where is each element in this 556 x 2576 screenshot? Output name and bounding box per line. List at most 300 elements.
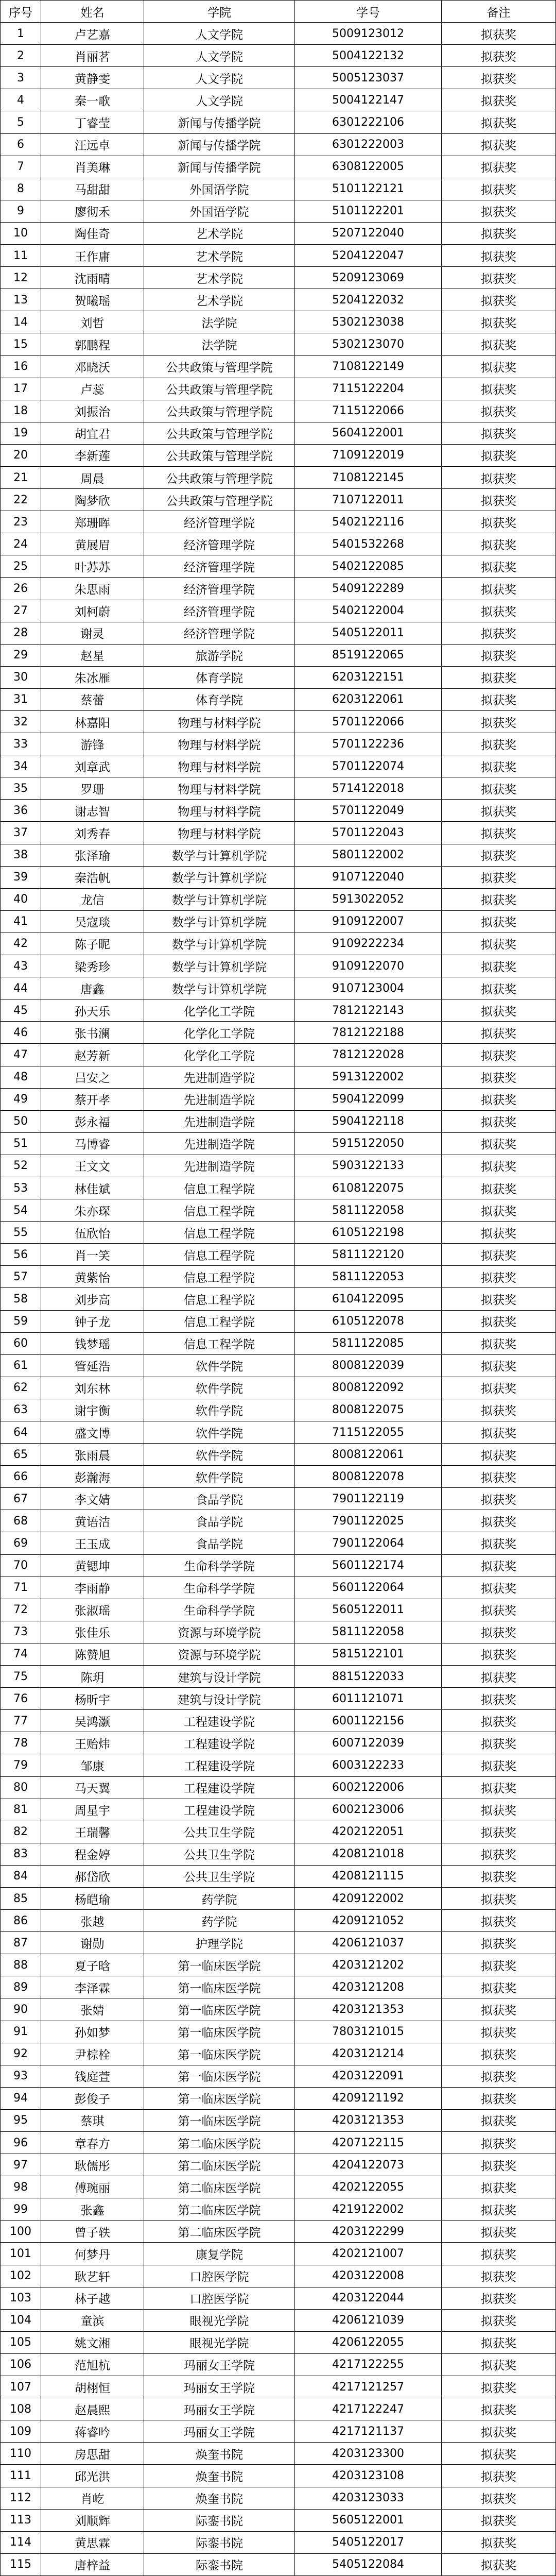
cell-index: 84 bbox=[1, 1865, 41, 1887]
cell-student-id: 4217122247 bbox=[295, 2398, 442, 2420]
cell-index: 2 bbox=[1, 45, 41, 67]
cell-remark: 拟获奖 bbox=[442, 999, 556, 1022]
cell-student-id: 7115122066 bbox=[295, 400, 442, 422]
cell-index: 55 bbox=[1, 1222, 41, 1244]
cell-college: 食品学院 bbox=[144, 1532, 295, 1554]
cell-remark: 拟获奖 bbox=[442, 2487, 556, 2509]
cell-remark: 拟获奖 bbox=[442, 600, 556, 622]
cell-student-id: 7901122064 bbox=[295, 1532, 442, 1554]
table-row bbox=[1, 644, 556, 666]
cell-index: 57 bbox=[1, 1266, 41, 1288]
table-row bbox=[1, 1244, 556, 1266]
table-row bbox=[1, 711, 556, 733]
cell-name: 黄紫怡 bbox=[41, 1266, 144, 1288]
cell-name: 刘顺辉 bbox=[41, 2509, 144, 2531]
table-row bbox=[1, 511, 556, 533]
cell-college: 康复学院 bbox=[144, 2243, 295, 2265]
cell-college: 人文学院 bbox=[144, 67, 295, 89]
cell-remark: 拟获奖 bbox=[442, 844, 556, 866]
cell-name: 刘步高 bbox=[41, 1288, 144, 1310]
cell-name: 管延浩 bbox=[41, 1354, 144, 1377]
cell-college: 体育学院 bbox=[144, 688, 295, 710]
table-row bbox=[1, 2198, 556, 2221]
cell-student-id: 5405122017 bbox=[295, 2531, 442, 2553]
cell-name: 赵星 bbox=[41, 644, 144, 666]
table-row bbox=[1, 866, 556, 888]
cell-remark: 拟获奖 bbox=[442, 1621, 556, 1643]
cell-remark: 拟获奖 bbox=[442, 578, 556, 600]
cell-remark: 拟获奖 bbox=[442, 400, 556, 422]
cell-college: 公共卫生学院 bbox=[144, 1821, 295, 1843]
cell-index: 91 bbox=[1, 2021, 41, 2043]
table-row bbox=[1, 1488, 556, 1510]
table-row bbox=[1, 999, 556, 1022]
cell-college: 资源与环境学院 bbox=[144, 1621, 295, 1643]
cell-name: 范旭杭 bbox=[41, 2353, 144, 2376]
table-row bbox=[1, 1932, 556, 1954]
cell-remark: 拟获奖 bbox=[442, 1932, 556, 1954]
cell-remark: 拟获奖 bbox=[442, 2221, 556, 2243]
cell-index: 18 bbox=[1, 400, 41, 422]
cell-student-id: 5302123038 bbox=[295, 311, 442, 333]
cell-remark: 拟获奖 bbox=[442, 2553, 556, 2575]
cell-student-id: 6104122095 bbox=[295, 1288, 442, 1310]
cell-remark: 拟获奖 bbox=[442, 910, 556, 933]
cell-name: 张雨晨 bbox=[41, 1444, 144, 1466]
cell-college: 旅游学院 bbox=[144, 644, 295, 666]
cell-college: 先进制造学院 bbox=[144, 1066, 295, 1088]
cell-student-id: 5401532268 bbox=[295, 533, 442, 555]
cell-student-id: 4207122115 bbox=[295, 2132, 442, 2154]
cell-remark: 拟获奖 bbox=[442, 1799, 556, 1821]
cell-name: 吕安之 bbox=[41, 1066, 144, 1088]
cell-remark: 拟获奖 bbox=[442, 133, 556, 156]
cell-student-id: 5101122121 bbox=[295, 178, 442, 200]
cell-college: 新闻与传播学院 bbox=[144, 111, 295, 133]
cell-name: 傅琬丽 bbox=[41, 2176, 144, 2198]
cell-index: 96 bbox=[1, 2132, 41, 2154]
cell-index: 43 bbox=[1, 955, 41, 977]
cell-index: 114 bbox=[1, 2531, 41, 2553]
table-row bbox=[1, 1066, 556, 1088]
cell-college: 经济管理学院 bbox=[144, 511, 295, 533]
table-row bbox=[1, 1332, 556, 1354]
cell-remark: 拟获奖 bbox=[442, 644, 556, 666]
cell-college: 公共政策与管理学院 bbox=[144, 489, 295, 511]
cell-college: 信息工程学院 bbox=[144, 1199, 295, 1222]
cell-college: 际銮书院 bbox=[144, 2553, 295, 2575]
cell-college: 人文学院 bbox=[144, 45, 295, 67]
cell-index: 108 bbox=[1, 2398, 41, 2420]
cell-index: 85 bbox=[1, 1887, 41, 1909]
cell-student-id: 5409122289 bbox=[295, 578, 442, 600]
cell-remark: 拟获奖 bbox=[442, 267, 556, 289]
table-row bbox=[1, 2265, 556, 2287]
cell-student-id: 5601122064 bbox=[295, 1577, 442, 1599]
table-row bbox=[1, 2243, 556, 2265]
cell-student-id: 5913122002 bbox=[295, 1066, 442, 1088]
cell-name: 肖丽茗 bbox=[41, 45, 144, 67]
cell-name: 周晨 bbox=[41, 466, 144, 488]
cell-index: 65 bbox=[1, 1444, 41, 1466]
cell-index: 86 bbox=[1, 1910, 41, 1932]
cell-remark: 拟获奖 bbox=[442, 1421, 556, 1444]
cell-student-id: 5801122002 bbox=[295, 844, 442, 866]
cell-index: 110 bbox=[1, 2443, 41, 2465]
cell-name: 谢宇衡 bbox=[41, 1399, 144, 1421]
table-row bbox=[1, 2553, 556, 2575]
table-row bbox=[1, 844, 556, 866]
cell-remark: 拟获奖 bbox=[442, 977, 556, 999]
cell-name: 钱梦瑶 bbox=[41, 1332, 144, 1354]
table-row bbox=[1, 1377, 556, 1399]
cell-college: 工程建设学院 bbox=[144, 1732, 295, 1754]
cell-student-id: 4206121039 bbox=[295, 2309, 442, 2331]
cell-college: 数学与计算机学院 bbox=[144, 888, 295, 910]
cell-index: 60 bbox=[1, 1332, 41, 1354]
cell-index: 44 bbox=[1, 977, 41, 999]
table-row bbox=[1, 289, 556, 311]
cell-college: 建筑与设计学院 bbox=[144, 1666, 295, 1688]
cell-college: 第二临床医学院 bbox=[144, 2221, 295, 2243]
cell-student-id: 5209123069 bbox=[295, 267, 442, 289]
cell-college: 公共卫生学院 bbox=[144, 1843, 295, 1865]
cell-index: 38 bbox=[1, 844, 41, 866]
cell-name: 秦一歌 bbox=[41, 89, 144, 111]
cell-index: 87 bbox=[1, 1932, 41, 1954]
table-row bbox=[1, 1998, 556, 2021]
cell-college: 公共政策与管理学院 bbox=[144, 378, 295, 400]
cell-student-id: 4203122008 bbox=[295, 2265, 442, 2287]
cell-name: 尹棕栓 bbox=[41, 2043, 144, 2065]
cell-remark: 拟获奖 bbox=[442, 1266, 556, 1288]
cell-name: 刘柯蔚 bbox=[41, 600, 144, 622]
cell-index: 82 bbox=[1, 1821, 41, 1843]
cell-name: 刘哲 bbox=[41, 311, 144, 333]
cell-student-id: 4206121037 bbox=[295, 1932, 442, 1954]
cell-name: 杨皑瑜 bbox=[41, 1887, 144, 1909]
cell-name: 陶佳奇 bbox=[41, 222, 144, 244]
cell-college: 公共政策与管理学院 bbox=[144, 355, 295, 378]
cell-student-id: 4208121018 bbox=[295, 1843, 442, 1865]
cell-name: 郑珊晖 bbox=[41, 511, 144, 533]
cell-college: 经济管理学院 bbox=[144, 555, 295, 578]
cell-index: 13 bbox=[1, 289, 41, 311]
cell-index: 111 bbox=[1, 2465, 41, 2487]
cell-index: 21 bbox=[1, 466, 41, 488]
cell-college: 软件学院 bbox=[144, 1399, 295, 1421]
cell-student-id: 5405122011 bbox=[295, 622, 442, 644]
cell-remark: 拟获奖 bbox=[442, 311, 556, 333]
cell-college: 软件学院 bbox=[144, 1444, 295, 1466]
cell-college: 公共政策与管理学院 bbox=[144, 400, 295, 422]
cell-name: 孙如梦 bbox=[41, 2021, 144, 2043]
cell-name: 吴寇琰 bbox=[41, 910, 144, 933]
table-row bbox=[1, 422, 556, 444]
cell-index: 83 bbox=[1, 1843, 41, 1865]
cell-index: 51 bbox=[1, 1132, 41, 1155]
cell-student-id: 5204122032 bbox=[295, 289, 442, 311]
table-row bbox=[1, 1466, 556, 1488]
cell-college: 物理与材料学院 bbox=[144, 777, 295, 800]
cell-index: 59 bbox=[1, 1310, 41, 1332]
cell-name: 刘振治 bbox=[41, 400, 144, 422]
cell-index: 8 bbox=[1, 178, 41, 200]
cell-name: 彭瀚海 bbox=[41, 1466, 144, 1488]
cell-college: 玛丽女王学院 bbox=[144, 2376, 295, 2398]
cell-college: 化学化工学院 bbox=[144, 1044, 295, 1066]
cell-remark: 拟获奖 bbox=[442, 489, 556, 511]
cell-index: 19 bbox=[1, 422, 41, 444]
cell-name: 陈赞旭 bbox=[41, 1643, 144, 1665]
cell-remark: 拟获奖 bbox=[442, 156, 556, 178]
cell-student-id: 8008122075 bbox=[295, 1399, 442, 1421]
cell-remark: 拟获奖 bbox=[442, 1466, 556, 1488]
cell-college: 焕奎书院 bbox=[144, 2443, 295, 2465]
cell-index: 58 bbox=[1, 1288, 41, 1310]
cell-student-id: 5701122049 bbox=[295, 800, 442, 822]
table-row bbox=[1, 755, 556, 777]
table-row bbox=[1, 800, 556, 822]
cell-college: 数学与计算机学院 bbox=[144, 977, 295, 999]
cell-name: 马天翼 bbox=[41, 1776, 144, 1799]
cell-college: 际銮书院 bbox=[144, 2531, 295, 2553]
cell-student-id: 4206122055 bbox=[295, 2331, 442, 2353]
cell-student-id: 6007122039 bbox=[295, 1732, 442, 1754]
cell-remark: 拟获奖 bbox=[442, 1244, 556, 1266]
cell-name: 林子越 bbox=[41, 2287, 144, 2309]
cell-student-id: 4203123108 bbox=[295, 2465, 442, 2487]
cell-student-id: 7803121015 bbox=[295, 2021, 442, 2043]
cell-college: 物理与材料学院 bbox=[144, 733, 295, 755]
cell-student-id: 5605122001 bbox=[295, 2509, 442, 2531]
cell-college: 物理与材料学院 bbox=[144, 711, 295, 733]
table-row bbox=[1, 1599, 556, 1621]
table-row bbox=[1, 156, 556, 178]
cell-name: 刘东林 bbox=[41, 1377, 144, 1399]
table-row bbox=[1, 378, 556, 400]
cell-remark: 拟获奖 bbox=[442, 800, 556, 822]
cell-index: 54 bbox=[1, 1199, 41, 1222]
cell-index: 107 bbox=[1, 2376, 41, 2398]
cell-college: 公共卫生学院 bbox=[144, 1865, 295, 1887]
cell-student-id: 5004122132 bbox=[295, 45, 442, 67]
table-row bbox=[1, 355, 556, 378]
cell-college: 第一临床医学院 bbox=[144, 1976, 295, 1998]
cell-remark: 拟获奖 bbox=[442, 2021, 556, 2043]
cell-college: 生命科学学院 bbox=[144, 1554, 295, 1577]
cell-student-id: 6301222003 bbox=[295, 133, 442, 156]
cell-remark: 拟获奖 bbox=[442, 1732, 556, 1754]
cell-index: 15 bbox=[1, 333, 41, 355]
cell-remark: 拟获奖 bbox=[442, 466, 556, 488]
table-row bbox=[1, 2176, 556, 2198]
cell-student-id: 9107122040 bbox=[295, 866, 442, 888]
cell-remark: 拟获奖 bbox=[442, 1332, 556, 1354]
table-row bbox=[1, 1976, 556, 1998]
cell-index: 50 bbox=[1, 1110, 41, 1132]
table-row bbox=[1, 1577, 556, 1599]
cell-name: 卢蕊 bbox=[41, 378, 144, 400]
cell-college: 先进制造学院 bbox=[144, 1132, 295, 1155]
cell-student-id: 6003122233 bbox=[295, 1754, 442, 1776]
cell-college: 焕奎书院 bbox=[144, 2465, 295, 2487]
cell-student-id: 8008122092 bbox=[295, 1377, 442, 1399]
table-row bbox=[1, 933, 556, 955]
cell-index: 93 bbox=[1, 2065, 41, 2087]
cell-name: 贺曦瑶 bbox=[41, 289, 144, 311]
cell-college: 数学与计算机学院 bbox=[144, 866, 295, 888]
cell-remark: 拟获奖 bbox=[442, 888, 556, 910]
table-row bbox=[1, 1865, 556, 1887]
cell-index: 14 bbox=[1, 311, 41, 333]
cell-student-id: 4208121115 bbox=[295, 1865, 442, 1887]
table-row bbox=[1, 2531, 556, 2553]
cell-college: 数学与计算机学院 bbox=[144, 955, 295, 977]
cell-remark: 拟获奖 bbox=[442, 422, 556, 444]
cell-remark: 拟获奖 bbox=[442, 2154, 556, 2176]
cell-name: 李新莲 bbox=[41, 444, 144, 466]
cell-student-id: 5009123012 bbox=[295, 23, 442, 45]
cell-student-id: 9109122007 bbox=[295, 910, 442, 933]
cell-college: 外国语学院 bbox=[144, 200, 295, 222]
cell-student-id: 7109122019 bbox=[295, 444, 442, 466]
cell-remark: 拟获奖 bbox=[442, 1377, 556, 1399]
cell-remark: 拟获奖 bbox=[442, 822, 556, 844]
cell-college: 工程建设学院 bbox=[144, 1710, 295, 1732]
table-row bbox=[1, 1421, 556, 1444]
cell-remark: 拟获奖 bbox=[442, 2287, 556, 2309]
cell-index: 98 bbox=[1, 2176, 41, 2198]
table-row bbox=[1, 133, 556, 156]
cell-name: 罗珊 bbox=[41, 777, 144, 800]
cell-student-id: 5601122174 bbox=[295, 1554, 442, 1577]
table-row bbox=[1, 89, 556, 111]
cell-index: 17 bbox=[1, 378, 41, 400]
cell-name: 游锋 bbox=[41, 733, 144, 755]
cell-index: 49 bbox=[1, 1088, 41, 1110]
cell-student-id: 4203122299 bbox=[295, 2221, 442, 2243]
cell-index: 76 bbox=[1, 1688, 41, 1710]
table-row bbox=[1, 2021, 556, 2043]
cell-index: 94 bbox=[1, 2087, 41, 2109]
cell-remark: 拟获奖 bbox=[442, 1066, 556, 1088]
table-row bbox=[1, 1688, 556, 1710]
cell-remark: 拟获奖 bbox=[442, 1710, 556, 1732]
cell-index: 69 bbox=[1, 1532, 41, 1554]
table-row bbox=[1, 1044, 556, 1066]
cell-college: 药学院 bbox=[144, 1887, 295, 1909]
table-row bbox=[1, 311, 556, 333]
cell-college: 艺术学院 bbox=[144, 289, 295, 311]
cell-name: 伍欣怡 bbox=[41, 1222, 144, 1244]
cell-student-id: 7107122011 bbox=[295, 489, 442, 511]
cell-college: 体育学院 bbox=[144, 666, 295, 688]
cell-student-id: 4203121214 bbox=[295, 2043, 442, 2065]
cell-index: 80 bbox=[1, 1776, 41, 1799]
cell-name: 陈玥 bbox=[41, 1666, 144, 1688]
cell-index: 42 bbox=[1, 933, 41, 955]
cell-name: 黄展眉 bbox=[41, 533, 144, 555]
cell-student-id: 9109222234 bbox=[295, 933, 442, 955]
cell-student-id: 7812122143 bbox=[295, 999, 442, 1022]
cell-name: 何梦丹 bbox=[41, 2243, 144, 2265]
cell-name: 张泽瑜 bbox=[41, 844, 144, 866]
cell-name: 邹康 bbox=[41, 1754, 144, 1776]
cell-index: 30 bbox=[1, 666, 41, 688]
cell-college: 信息工程学院 bbox=[144, 1288, 295, 1310]
cell-index: 6 bbox=[1, 133, 41, 156]
cell-index: 64 bbox=[1, 1421, 41, 1444]
cell-index: 23 bbox=[1, 511, 41, 533]
cell-name: 耿儒彤 bbox=[41, 2154, 144, 2176]
cell-name: 林佳斌 bbox=[41, 1177, 144, 1199]
cell-remark: 拟获奖 bbox=[442, 1310, 556, 1332]
cell-index: 4 bbox=[1, 89, 41, 111]
cell-student-id: 6203122061 bbox=[295, 688, 442, 710]
table-row bbox=[1, 23, 556, 45]
cell-student-id: 4203123300 bbox=[295, 2443, 442, 2465]
table-row bbox=[1, 888, 556, 910]
cell-index: 63 bbox=[1, 1399, 41, 1421]
cell-student-id: 4217122255 bbox=[295, 2353, 442, 2376]
cell-student-id: 8519122065 bbox=[295, 644, 442, 666]
cell-name: 蔡开孝 bbox=[41, 1088, 144, 1110]
cell-college: 焕奎书院 bbox=[144, 2487, 295, 2509]
cell-remark: 拟获奖 bbox=[442, 2243, 556, 2265]
cell-student-id: 5604122001 bbox=[295, 422, 442, 444]
cell-student-id: 5302123070 bbox=[295, 333, 442, 355]
cell-remark: 拟获奖 bbox=[442, 2109, 556, 2131]
cell-index: 35 bbox=[1, 777, 41, 800]
cell-name: 夏子晗 bbox=[41, 1954, 144, 1976]
cell-name: 张鑫 bbox=[41, 2198, 144, 2221]
cell-name: 王玉成 bbox=[41, 1532, 144, 1554]
cell-college: 新闻与传播学院 bbox=[144, 156, 295, 178]
cell-name: 彭永福 bbox=[41, 1110, 144, 1132]
cell-remark: 拟获奖 bbox=[442, 955, 556, 977]
cell-index: 101 bbox=[1, 2243, 41, 2265]
cell-remark: 拟获奖 bbox=[442, 89, 556, 111]
cell-index: 46 bbox=[1, 1022, 41, 1044]
cell-college: 外国语学院 bbox=[144, 178, 295, 200]
cell-student-id: 5005123037 bbox=[295, 67, 442, 89]
table-row bbox=[1, 444, 556, 466]
cell-remark: 拟获奖 bbox=[442, 1754, 556, 1776]
cell-college: 化学化工学院 bbox=[144, 999, 295, 1022]
table-row bbox=[1, 2465, 556, 2487]
cell-index: 95 bbox=[1, 2109, 41, 2131]
cell-college: 新闻与传播学院 bbox=[144, 133, 295, 156]
cell-index: 29 bbox=[1, 644, 41, 666]
cell-student-id: 7108122149 bbox=[295, 355, 442, 378]
cell-college: 先进制造学院 bbox=[144, 1110, 295, 1132]
cell-index: 56 bbox=[1, 1244, 41, 1266]
cell-student-id: 9107123004 bbox=[295, 977, 442, 999]
table-row bbox=[1, 1643, 556, 1665]
table-row bbox=[1, 977, 556, 999]
cell-remark: 拟获奖 bbox=[442, 355, 556, 378]
cell-name: 叶苏苏 bbox=[41, 555, 144, 578]
cell-college: 人文学院 bbox=[144, 89, 295, 111]
cell-student-id: 5903122133 bbox=[295, 1155, 442, 1177]
cell-student-id: 6002122006 bbox=[295, 1776, 442, 1799]
cell-college: 先进制造学院 bbox=[144, 1155, 295, 1177]
cell-student-id: 5811122085 bbox=[295, 1332, 442, 1354]
cell-remark: 拟获奖 bbox=[442, 1688, 556, 1710]
cell-student-id: 7108122145 bbox=[295, 466, 442, 488]
cell-remark: 拟获奖 bbox=[442, 1865, 556, 1887]
